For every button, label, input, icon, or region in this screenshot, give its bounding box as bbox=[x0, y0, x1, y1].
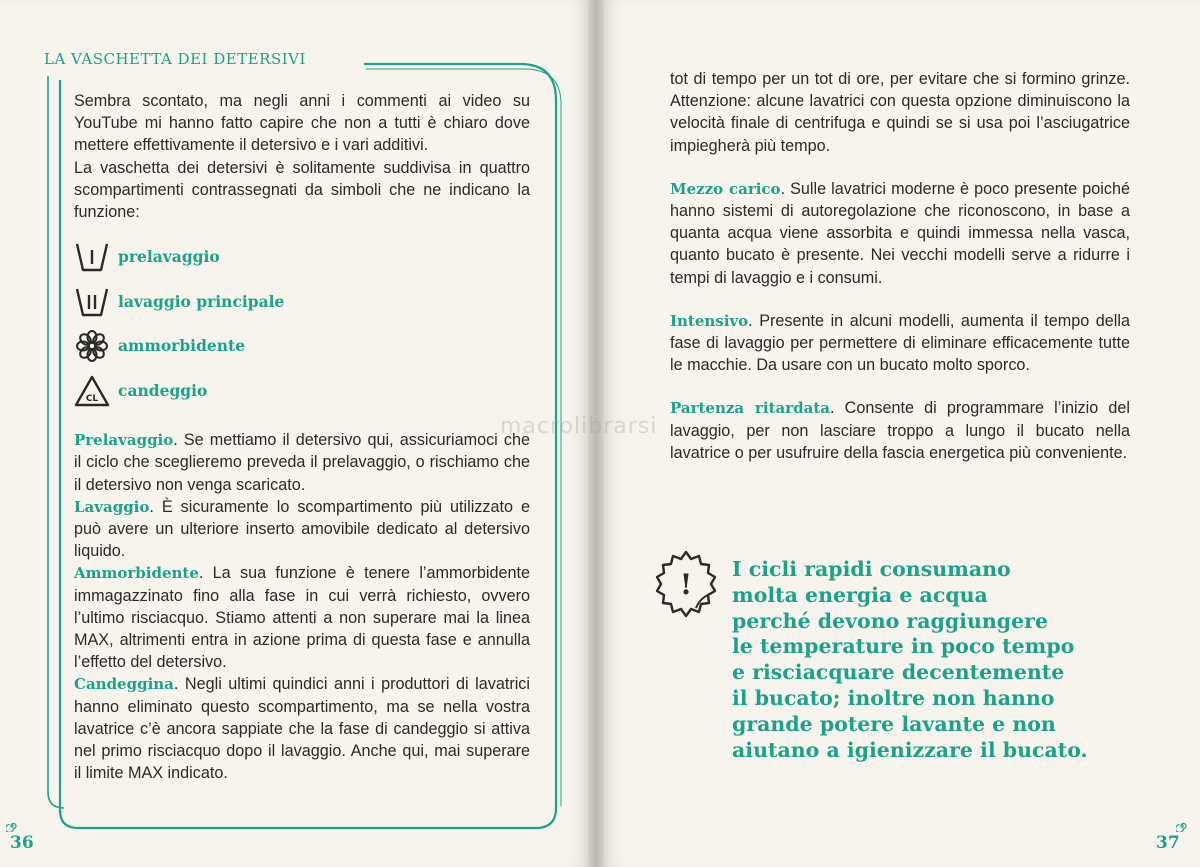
definition-text: . Consente di programmare l’inizio del lavaggio, per non lasciare troppo a lungo il bucato nella lavatrice o per usufruire della fascia energetica più conveniente. bbox=[670, 399, 1130, 462]
bleach-icon-text: CL bbox=[85, 393, 99, 404]
compartment-item bbox=[74, 280, 530, 325]
bleach-triangle-icon bbox=[74, 374, 110, 408]
compartment-label: lavaggio principale bbox=[118, 291, 285, 311]
definition-term: Ammorbidente bbox=[74, 564, 199, 583]
mainwash-tub-icon bbox=[74, 285, 110, 319]
definition-text: . Presente in alcuni modelli, aumenta il tempo della fase di lavaggio per permettere di eliminare efficacemente tutte le macchie. Da usare con un bucato molto sporco. bbox=[670, 311, 1130, 375]
tip-line: e risciacquare decentemente bbox=[732, 660, 1065, 685]
compartment-item bbox=[74, 369, 530, 414]
compartment-label: ammorbidente bbox=[118, 336, 246, 356]
tip-line: le temperature in poco tempo bbox=[732, 634, 1075, 659]
definition-text: . La sua funzione è tenere l’ammorbidente immagazzinato fino alla fase in cui verrà richiesto, ovvero l’ultimo risciacquo. Stiamo attenti a non superare mai la linea MAX, altrimenti entra in azione prima di questa fase e annulla l’effetto del detersivo. bbox=[74, 564, 530, 672]
compartment-list bbox=[74, 235, 530, 413]
compartment-label: candeggio bbox=[118, 380, 208, 400]
definition-lavaggio bbox=[74, 496, 530, 563]
tip-line: perché devono raggiungere bbox=[732, 608, 1048, 633]
definition-candeggina bbox=[74, 673, 530, 784]
warning-badge-mark: ! bbox=[679, 568, 693, 601]
tip-line: il bucato; inoltre non hanno bbox=[732, 685, 1055, 710]
compartment-label: prelavaggio bbox=[118, 247, 220, 267]
left-body bbox=[74, 90, 530, 784]
tip-line: aiutano a igienizzare il bucato. bbox=[732, 737, 1088, 762]
compartment-item bbox=[74, 324, 530, 369]
definition-prelavaggio bbox=[74, 429, 530, 496]
tip-line: I cicli rapidi consumano bbox=[732, 557, 1011, 581]
intro-paragraph-2: La vaschetta dei detersivi è solitamente suddivisa in quattro scompartimenti contrassegnati da simboli che ne indicano la funzione: bbox=[74, 158, 530, 222]
definition-text: . Sulle lavatrici moderne è poco presente poiché hanno sistemi di autoregolazione che riconoscono, in base a quanta acqua viene assorbita e quindi immessa nella vasca, quanto bucato è presente. Nei vecchi modelli serve a ridurre i tempi di lavaggio e i consumi. bbox=[670, 179, 1130, 287]
definition-ammorbidente bbox=[74, 562, 530, 673]
compartment-item bbox=[74, 235, 530, 280]
tip-line: grande potere lavante e non bbox=[732, 711, 1056, 736]
definition-term: Intensivo bbox=[670, 311, 749, 330]
right-body bbox=[670, 68, 1130, 485]
definition-text: . Negli ultimi quindici anni i produttori di lavatrici hanno eliminato questo scompartimento, ma se nella vostra lavatrice c’è ancora sappiate che la fase di candeggio si attiva nel primo risciacquo dopo il lavaggio. Anche qui, mai superare il limite MAX indicato. bbox=[74, 675, 530, 783]
definition-term: Partenza ritardata bbox=[670, 399, 830, 418]
definition-text: . Se mettiamo il detersivo qui, assicuriamoci che il ciclo che sceglieremo preveda il prelavaggio, o rischiamo che il detersivo non venga scaricato. bbox=[74, 431, 530, 494]
tip-callout bbox=[732, 557, 1152, 763]
prewash-tub-icon bbox=[74, 240, 110, 274]
definition-term: Mezzo carico bbox=[670, 179, 781, 198]
section-title: LA VASCHETTA DEI DETERSIVI bbox=[44, 50, 306, 68]
spiral-ornament-icon bbox=[1176, 820, 1188, 832]
definition-term: Lavaggio bbox=[74, 497, 150, 516]
warning-badge-icon bbox=[650, 548, 722, 620]
page-number-right: 37 bbox=[1156, 833, 1180, 853]
definition-text: . È sicuramente lo scompartimento più utilizzato e può avere un ulteriore inserto amovibile dedicato al detersivo liquido. bbox=[74, 497, 530, 561]
intro-paragraph-1: Sembra scontato, ma negli anni i commenti ai video su YouTube mi hanno fatto capire che non a tutti è chiaro dove mettere effettivamente il detersivo e i vari additivi. bbox=[74, 92, 530, 155]
spiral-ornament-icon bbox=[6, 820, 18, 832]
continuation-paragraph: tot di tempo per un tot di ore, per evitare che si formino grinze. Attenzione: alcune lavatrici con questa opzione diminuiscono la velocità finale di centrifuga e quindi se si usa poi l’asciugatrice impiegherà più tempo. bbox=[670, 70, 1130, 155]
definition-term: Prelavaggio bbox=[74, 431, 174, 450]
flower-icon bbox=[74, 329, 110, 363]
page-number-left: 36 bbox=[10, 833, 34, 853]
definition-intensivo bbox=[670, 310, 1130, 377]
definition-mezzo-carico bbox=[670, 178, 1130, 289]
watermark: macrolibrarsi bbox=[500, 414, 658, 439]
definition-term: Candeggina bbox=[74, 675, 174, 694]
definition-partenza-ritardata bbox=[670, 397, 1130, 464]
tip-line: molta energia e acqua bbox=[732, 582, 988, 607]
